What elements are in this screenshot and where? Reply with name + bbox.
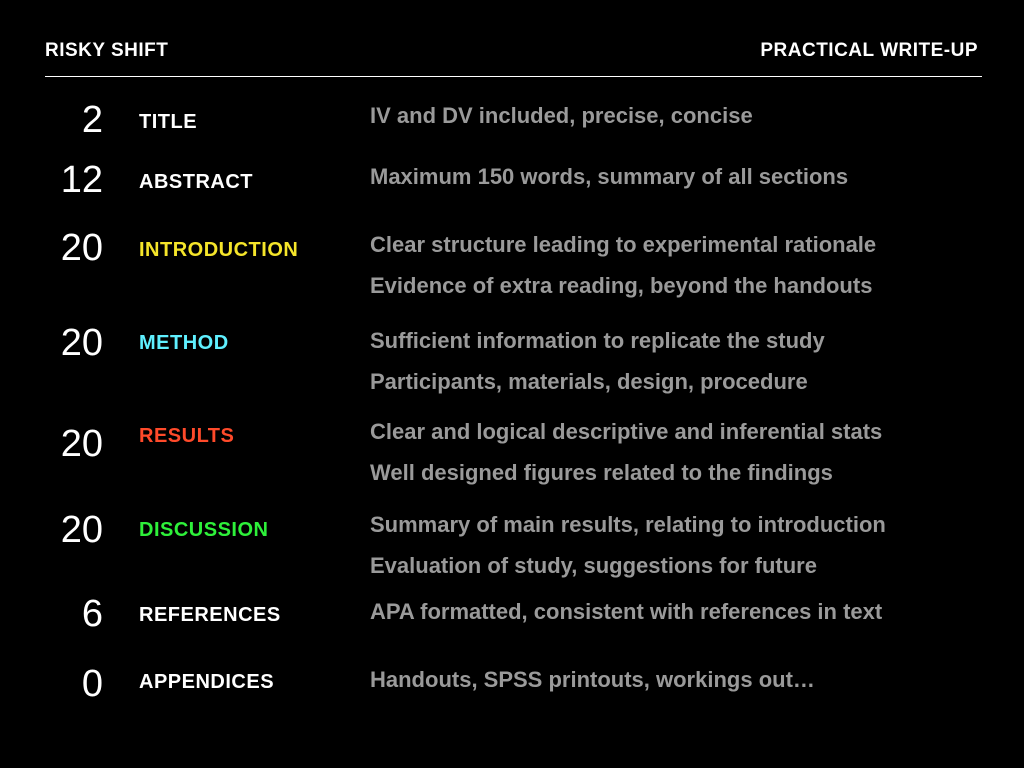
header-divider: [45, 76, 982, 77]
section-name: APPENDICES: [139, 671, 275, 693]
section-criteria: [370, 156, 848, 197]
criteria-line: Clear and logical descriptive and inferential stats: [370, 419, 883, 444]
score-value: 20: [60, 227, 103, 269]
section-name: INTRODUCTION: [139, 239, 299, 261]
criteria-line: Summary of main results, relating to introduction: [370, 512, 886, 537]
score-value: 6: [81, 593, 103, 635]
score-value: 12: [60, 159, 103, 201]
section-criteria: [370, 411, 882, 493]
score-value: 0: [81, 663, 103, 705]
section-name: DISCUSSION: [139, 519, 269, 541]
score-value: 20: [60, 423, 103, 465]
criteria-line: Handouts, SPSS printouts, workings out…: [370, 667, 815, 692]
score-value: 20: [60, 509, 103, 551]
score-value: 2: [81, 99, 103, 141]
section-criteria: [370, 659, 815, 700]
criteria-line: Participants, materials, design, procedure: [370, 369, 808, 394]
section-name: RESULTS: [139, 425, 235, 447]
criteria-line: Maximum 150 words, summary of all sections: [370, 164, 849, 189]
section-criteria: [370, 320, 825, 402]
slide-title-right: PRACTICAL WRITE-UP: [760, 40, 978, 61]
criteria-line: APA formatted, consistent with references in text: [370, 599, 883, 624]
section-name: METHOD: [139, 332, 229, 354]
section-criteria: [370, 504, 886, 586]
section-name: TITLE: [139, 111, 198, 133]
criteria-line: Evidence of extra reading, beyond the handouts: [370, 273, 873, 298]
score-value: 20: [60, 322, 103, 364]
section-criteria: [370, 95, 753, 136]
criteria-line: IV and DV included, precise, concise: [370, 103, 753, 128]
section-criteria: [370, 591, 882, 632]
section-criteria: [370, 224, 876, 306]
slide-title-left: RISKY SHIFT: [45, 40, 169, 61]
criteria-line: Well designed figures related to the findings: [370, 460, 833, 485]
section-name: ABSTRACT: [139, 171, 253, 193]
criteria-line: Clear structure leading to experimental rationale: [370, 232, 877, 257]
criteria-line: Sufficient information to replicate the study: [370, 328, 825, 353]
criteria-line: Evaluation of study, suggestions for future: [370, 553, 817, 578]
section-name: REFERENCES: [139, 604, 281, 626]
